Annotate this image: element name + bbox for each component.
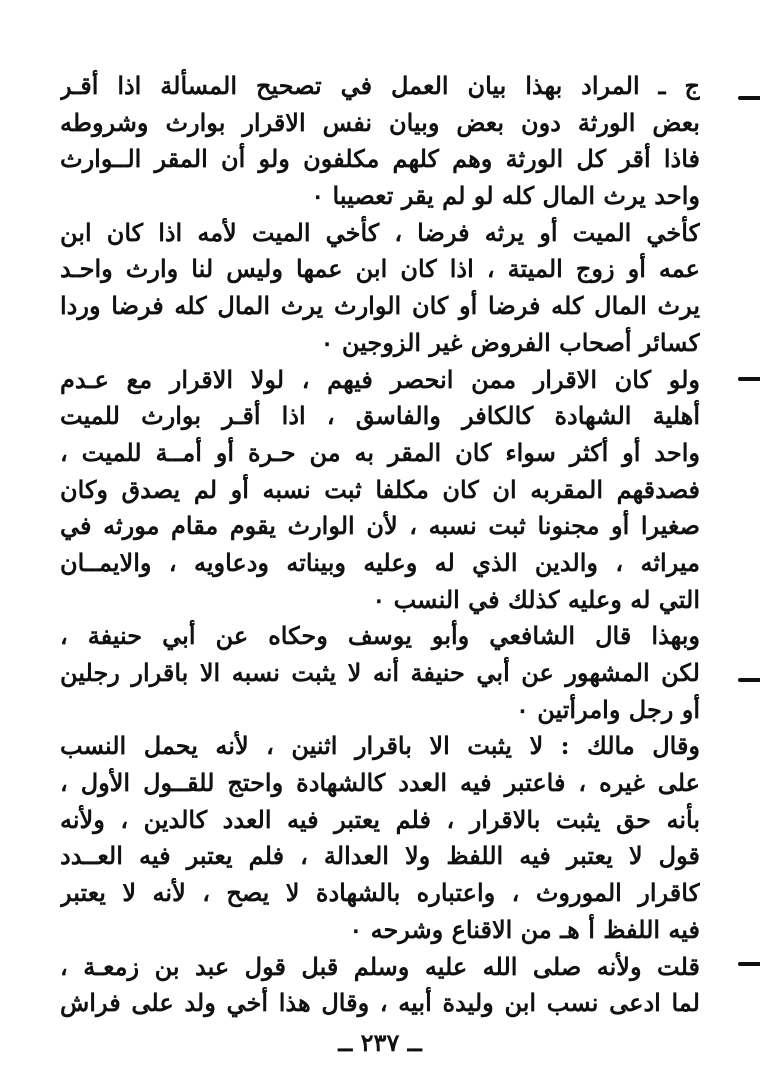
text-line: صغيرا أو مجنونا ثبت نسبه ، لأن الوارث يقوم مقام مورثه في [60, 511, 700, 541]
text-line: وبهذا قال الشافعي وأبو يوسف وحكاه عن أبي حنيفة ، [60, 621, 700, 651]
page-edge-mark [738, 96, 760, 100]
paragraph-6 [60, 949, 700, 1022]
text-line: ج ـ المراد بهذا بيان العمل في تصحيح المسألة اذا أقـر [60, 71, 700, 100]
text-line: كأخي الميت أو يرثه فرضا ، كأخي الميت لأمه اذا كان ابن [60, 217, 700, 247]
text-line: قول لا يعتبر فيه اللفظ ولا العدالة ، فلم يعتبر فيه العــدد [60, 841, 700, 871]
text-line: وقال مالك : لا يثبت الا باقرار اثنين ، لأنه يحمل النسب [60, 731, 700, 761]
paragraph-2 [60, 215, 700, 362]
paragraph-4 [60, 618, 700, 728]
text-line: ميراثه ، والدين الذي له وعليه وبيناته ودعاويه ، والايمــان [60, 547, 700, 577]
page-number: ــ ٢٣٧ ــ [338, 1028, 422, 1057]
text-line: كسائر أصحاب الفروض غير الزوجين ٠ [320, 327, 700, 357]
text-line: واحد يرث المال كله لو لم يقر تعصيبا ٠ [311, 181, 700, 211]
text-line: فاذا أقر كل الورثة وهم كلهم مكلفون ولو أن المقر الــوارث [60, 144, 700, 174]
paragraph-3 [60, 362, 700, 619]
paragraph-5 [60, 728, 700, 948]
paragraph-1 [60, 68, 700, 215]
text-line: بأنه حق يثبت بالاقرار ، فلم يعتبر فيه العدد كالدين ، ولأنه [60, 804, 700, 834]
text-line: فيه اللفظ أ هـ من الاقناع وشرحه ٠ [349, 914, 700, 944]
text-line: عمه أو زوج الميتة ، اذا كان ابن عمها وليس لنا وارث واحـد [60, 254, 700, 284]
text-line: لكن المشهور عن أبي حنيفة أنه لا يثبت نسبه الا باقرار رجلين [60, 658, 700, 687]
text-line: واحد أو أكثر سواء كان المقر به من حـرة أو أمــة للميت ، [60, 437, 700, 467]
text-line: ولو كان الاقرار ممن انحصر فيهم ، لولا الاقرار مع عـدم [60, 364, 700, 394]
text-line: بعض الورثة دون بعض وبيان نفس الاقرار بوارث وشروطه [60, 107, 700, 137]
text-line: التي له وعليه كذلك في النسب ٠ [372, 584, 700, 614]
page-edge-mark [738, 377, 760, 381]
text-line: على غيره ، فاعتبر فيه العدد كالشهادة واحتج للقــول الأول ، [60, 768, 700, 798]
page-edge-mark [738, 962, 760, 966]
page-edge-mark [738, 678, 760, 682]
text-line: يرث المال كله فرضا أو كان الوارث يرث المال كله فرضا وردا [60, 291, 700, 321]
text-line: كاقرار الموروث ، واعتباره بالشهادة لا يصح ، لأنه لا يعتبر [60, 878, 700, 908]
body-text [60, 68, 700, 1022]
text-line: لما ادعى نسب ابن وليدة أبيه ، وقال هذا أخي ولد على فراش [60, 988, 700, 1018]
text-line: قلت ولأنه صلى الله عليه وسلم قبل قول عبد بن زمعـة ، [60, 951, 700, 981]
text-line: أو رجل وامرأتين ٠ [515, 694, 700, 724]
text-line: أهلية الشهادة كالكافر والفاسق ، اذا أقـر بوارث للميت [60, 401, 700, 431]
text-line: فصدقهم المقربه ان كان مكلفا ثبت نسبه أو لم يصدق وكان [60, 474, 700, 504]
